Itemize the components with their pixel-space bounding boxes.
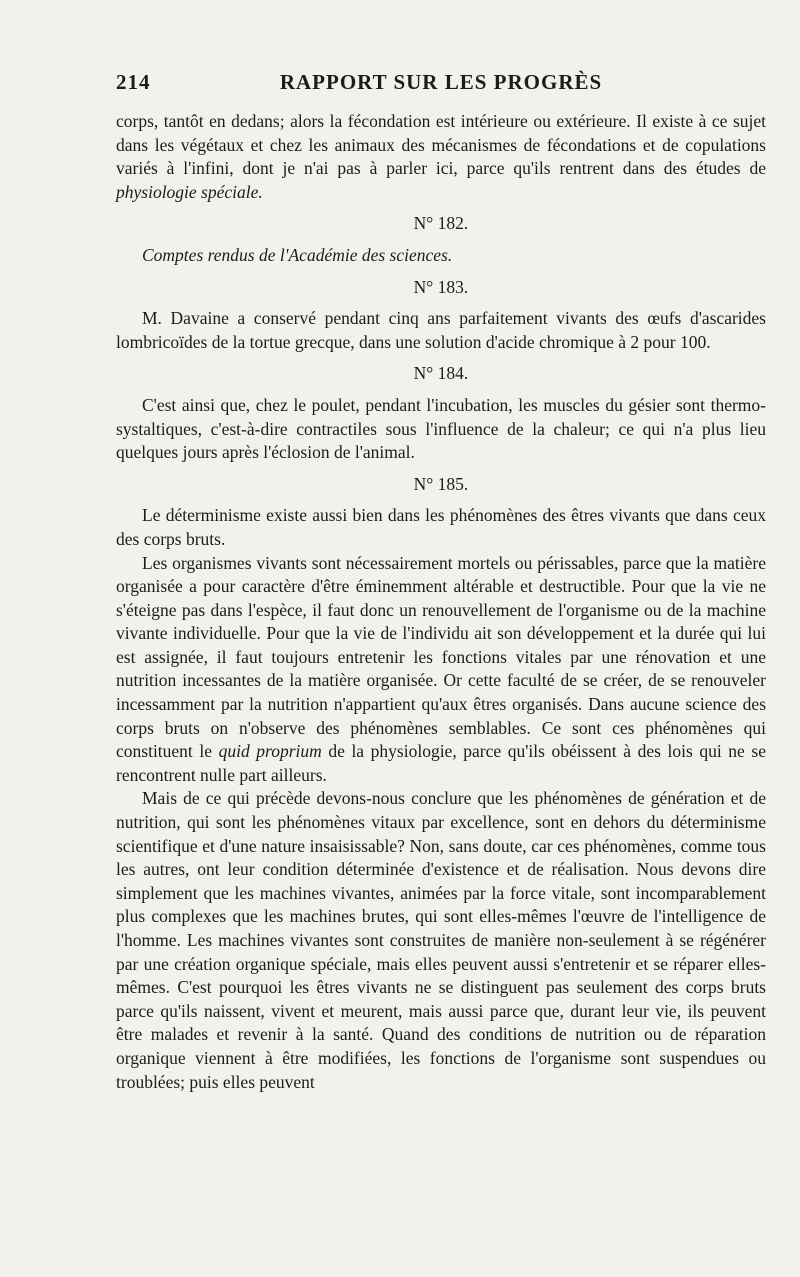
paragraph-185-2-a: Les organismes vivants sont nécessairement mortels ou périssables, parce que la matière organisée a pour caractère d'être éminemment altérable et destructible. Pour que la vie ne s'éteigne pas dans l'espèce, il faut donc un renouvellement de l'organisme ou de la machine vivante individuelle. Pour que la vie de l'individu ait son développement et la durée qui lui est assignée, il faut toujours entretenir les fonctions vitales par une rénovation et une nutrition incessantes de la matière organisée. Or cette faculté de se créer, de se renouveler incessamment par la nutrition n'appartient qu'aux êtres organisés. Dans aucune science des corps bruts on n'observe des phénomènes semblables. Ce sont ces phénomènes qui constituent le: [116, 552, 766, 762]
paragraph-185-3: Mais de ce qui précède devons-nous conclure que les phénomènes de génération et de nutrition, qui sont les phénomènes vitaux par excellence, sont en dehors du déterminisme scientifique et d'une nature insaisissable? Non, sans doute, car ces phénomènes, comme tous les autres, ont leur condition déterminée d'existence et de réalisation. Nous devons dire simplement que les machines vivantes, animées par la force vitale, sont incomparablement plus complexes que les machines brutes, qui sont elles-mêmes l'œuvre de l'intelligence de l'homme. Les machines vivantes sont construites de manière non-seulement à se régénérer par une création organique spéciale, mais elles peuvent aussi s'entretenir et se réparer elles-mêmes. C'est pourquoi les êtres vivants ne se distinguent pas seulement des corps bruts parce qu'ils naissent, vivent et meurent, mais aussi parce que, durant leur vie, ils peuvent être malades et revenir à la santé. Quand des conditions de nutrition ou de réparation organique viennent à être modifiées, les fonctions de l'organisme sont suspendues ou troublées; puis elles peuvent: [116, 788, 766, 1092]
page-header: [116, 70, 766, 100]
section-number-183: N° 183.: [413, 276, 469, 297]
section-number-185: N° 185.: [413, 473, 469, 494]
body-text: [116, 110, 766, 1094]
paragraph-185-2: [116, 552, 766, 788]
paragraph-185-1: Le déterminisme existe aussi bien dans les phénomènes des êtres vivants que dans ceux des corps bruts.: [116, 505, 766, 549]
intro-text: corps, tantôt en dedans; alors la fécondation est intérieure ou extérieure. Il existe à ce sujet dans les végétaux et chez les animaux des mécanismes de fécondations et de copulations variés à l'infini, dont je n'ai pas à parler ici, parce qu'ils rentrent dans des études de: [116, 111, 766, 179]
paragraph-183: M. Davaine a conservé pendant cinq ans parfaitement vivants des œufs d'ascarides lombricoïdes de la tortue grecque, dans une solution d'acide chromique à 2 pour 100.: [116, 308, 766, 352]
page-number: 214: [116, 70, 151, 94]
intro-paragraph: [116, 110, 766, 204]
paragraph-185-2-b: de la physiologie, parce qu'ils obéissent à des lois qui ne se rencontrent nulle part ailleurs.: [116, 741, 766, 785]
paragraph-185-2-italic: quid proprium: [218, 741, 322, 762]
reference-182: [116, 244, 766, 268]
section-number-184: N° 184.: [413, 363, 469, 384]
paragraph-184: C'est ainsi que, chez le poulet, pendant l'incubation, les muscles du gésier sont thermo-systaltiques, c'est-à-dire contractiles sous l'influence de la chaleur; ce qui n'a plus lieu quelques jours après l'éclosion de l'animal.: [116, 394, 766, 463]
intro-italic: physiologie spéciale.: [116, 181, 263, 202]
running-head: RAPPORT SUR LES PROGRÈS: [279, 70, 603, 94]
section-number-182: N° 182.: [413, 213, 469, 234]
reference-182-text: Comptes rendus de l'Académie des sciences.: [142, 244, 453, 265]
